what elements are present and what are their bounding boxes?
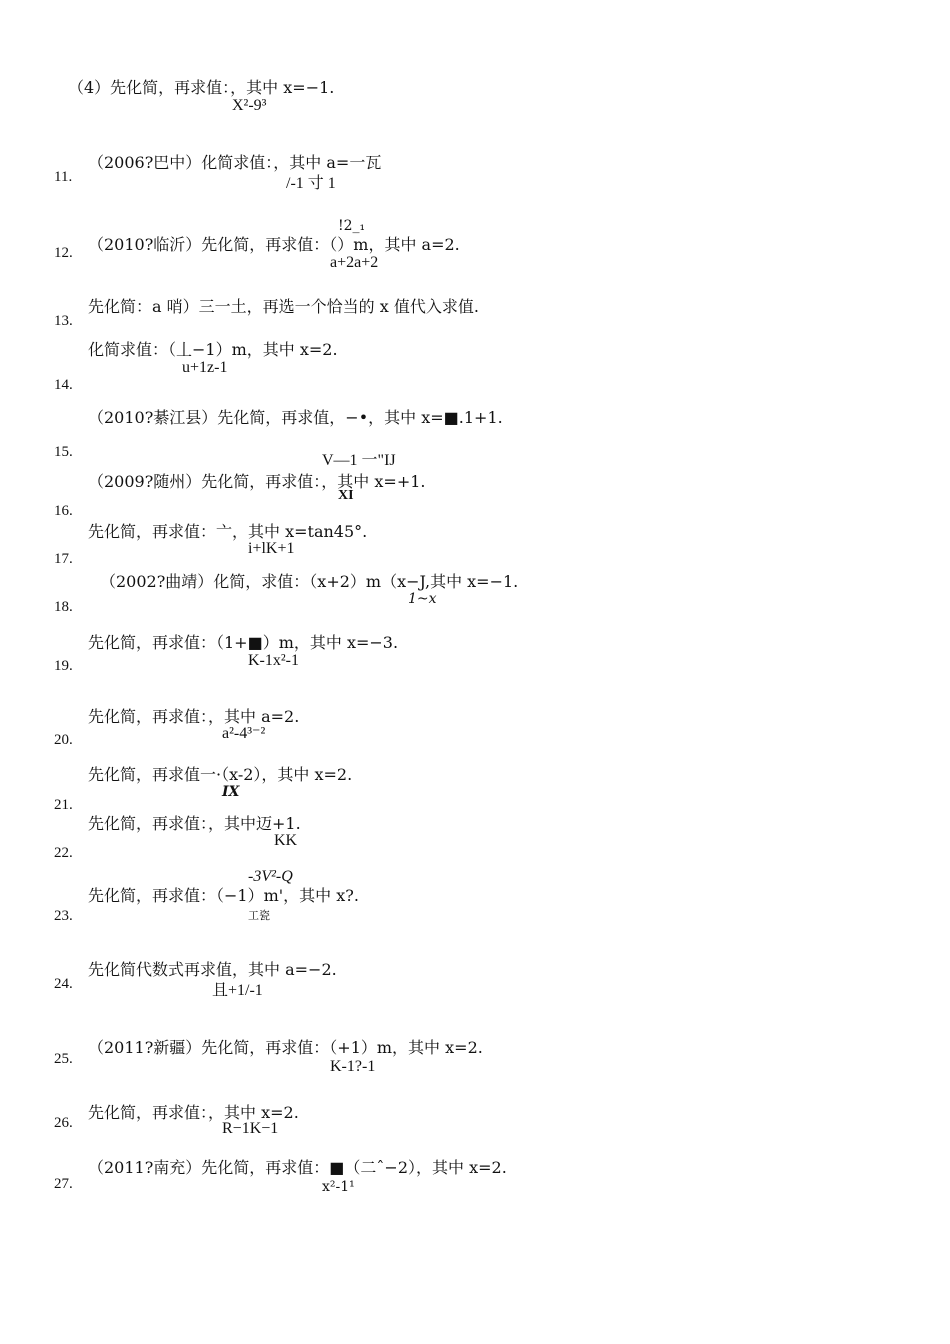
problem-14-sub: u+1z-1 [182,359,228,376]
problem-22-sub: KK [274,832,298,849]
problem-22-number: 22. [54,845,73,861]
problem-15-sub: V—1 一"IJ [322,452,396,469]
problem-27-text: （2011?南充）先化简，再求值：■（二ˆ−2），其中 x=2. [88,1158,507,1177]
problem-19-text: 先化简，再求值：（1+■）m，其中 x=−3. [88,633,399,652]
problem-19-sub: K-1x²-1 [248,652,300,669]
problem-14-number: 14. [54,377,73,393]
problem-24-number: 24. [54,976,73,992]
problem-12-pre: !2_₁ [338,218,366,234]
problem-16-text: （2009?随州）先化简，再求值：，其中 x=+1. [88,472,426,491]
problem-23-pre: -3V²-Q [248,868,293,885]
problem-19-number: 19. [54,658,73,674]
problem-24-sub: 且+1/-1 [212,982,263,999]
problem-4-sub: X²-9³ [232,97,267,114]
problem-13-text: 先化简：a 哨）三一土，再选一个恰当的 x 值代入求值. [88,297,479,316]
problem-4-text: （4）先化简，再求值：，其中 x=−1. [68,78,335,97]
problem-13-number: 13. [54,313,73,329]
problem-26-sub: R−1K−1 [222,1120,279,1137]
problem-12-text: （2010?临沂）先化简，再求值：（）m，其中 a=2. [88,235,460,254]
problem-25-number: 25. [54,1051,73,1067]
problem-17-text: 先化简，再求值：亠，其中 x=tan45°. [88,522,368,541]
problem-23-text: 先化简，再求值：（−1）m'，其中 x?. [88,886,359,905]
problem-22-text: 先化简，再求值：，其中迈+1. [88,814,301,833]
problem-23-number: 23. [54,908,73,924]
problem-16-sub: XI [338,488,354,503]
problem-23-sub: 工瓷 [248,909,270,922]
problem-18-text: （2002?曲靖）化简，求值：（x+2）m（x−J,其中 x=−1. [100,572,519,591]
problem-15-text: （2010?綦江县）先化简，再求值，−•，其中 x=■.1+1. [88,408,503,427]
problem-26-number: 26. [54,1115,73,1131]
problem-11-text: （2006?巴中）化简求值：，其中 a=一瓦 [88,153,382,172]
problem-21-text: 先化简，再求值一·（x-2），其中 x=2. [88,765,353,784]
problem-17-sub: i+lK+1 [248,540,295,557]
problem-20-sub: a²-4³⁻² [222,725,266,742]
problem-17-number: 17. [54,551,73,567]
problem-20-number: 20. [54,732,73,748]
problem-15-number: 15. [54,444,73,460]
problem-21-sub: IX [222,784,240,800]
problem-25-sub: K-1?-1 [330,1058,376,1075]
problem-12-sub: a+2a+2 [330,254,379,271]
problem-11-sub: /-1 寸 1 [286,175,336,192]
problem-20-text: 先化简，再求值：，其中 a=2. [88,707,300,726]
problem-24-text: 先化简代数式再求值，其中 a=−2. [88,960,337,979]
problem-26-text: 先化简，再求值：，其中 x=2. [88,1103,299,1122]
problem-12-number: 12. [54,245,73,261]
problem-27-number: 27. [54,1176,73,1192]
problem-21-number: 21. [54,797,73,813]
problem-11-number: 11. [54,169,73,185]
problem-18-number: 18. [54,599,73,615]
problem-27-sub: x²-1¹ [322,1179,355,1195]
problem-25-text: （2011?新疆）先化简，再求值：（+1）m，其中 x=2. [88,1038,483,1057]
problem-18-sub: 1~x [408,591,437,607]
problem-14-text: 化简求值：（丄−1）m，其中 x=2. [88,340,338,359]
problem-16-number: 16. [54,503,73,519]
